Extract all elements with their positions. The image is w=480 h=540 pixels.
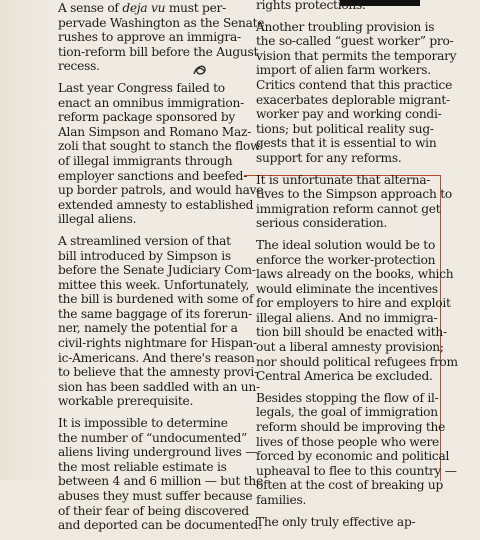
paragraph-3	[58, 233, 260, 409]
text-line: mittee this week. Unfortunately,	[58, 277, 250, 292]
text-line: would eliminate the incentives	[256, 281, 438, 296]
text-line: Last year Congress failed to	[58, 80, 225, 95]
text-line: import of alien farm workers.	[256, 63, 431, 78]
text-line: between 4 and 6 million — but the	[58, 474, 263, 489]
text-line: nor should political refugees from	[256, 354, 458, 369]
text-line: A streamlined version of that	[58, 233, 231, 248]
text-line: the most reliable estimate is	[58, 459, 227, 474]
text-line: legals, the goal of immigration	[256, 405, 438, 420]
text-line: the number of “undocumented”	[58, 430, 248, 445]
text-line: out a liberal amnesty provision;	[256, 340, 444, 355]
text-line: Alan Simpson and Romano Maz-	[58, 124, 252, 139]
text-line: before the Senate Judiciary Com-	[58, 263, 256, 278]
text-line: abuses they must suffer because	[58, 489, 253, 503]
text-line: gests that it is essential to win	[256, 136, 437, 151]
text-line: often at the cost of breaking up	[256, 478, 444, 493]
text-fragment: must per-	[165, 1, 226, 15]
text-line: Central America be excluded.	[256, 369, 433, 384]
italic-word: deja vu	[122, 1, 166, 15]
right-column	[256, 0, 458, 536]
text-line: exacerbates deplorable migrant-	[256, 92, 450, 107]
text-line: sion has been saddled with an un-	[58, 379, 260, 394]
text-line: illegal aliens. And no immigra-	[256, 310, 438, 325]
text-line: extended amnesty to established	[58, 197, 254, 212]
paragraph-1	[58, 1, 265, 74]
text-line: the so-called “guest worker” pro-	[256, 34, 454, 49]
text-line: enforce the worker-protection	[256, 252, 436, 267]
paragraph-2	[58, 80, 264, 227]
text-line: workable prerequisite.	[58, 394, 194, 409]
text-line: worker pay and working condi-	[256, 107, 442, 122]
text-line: recess.	[58, 59, 100, 74]
text-line: vision that permits the temporary	[256, 48, 457, 63]
text-line: forced by economic and political	[256, 449, 450, 464]
paragraph-r4	[256, 237, 458, 384]
text-line: to believe that the amnesty provi-	[58, 365, 258, 380]
paragraph-r6	[256, 515, 446, 530]
text-line: civil-rights nightmare for Hispan-	[58, 336, 257, 351]
text-line: tions; but political reality sug-	[256, 121, 434, 136]
text-line	[58, 1, 233, 16]
text-line: lives of those people who were	[256, 434, 439, 449]
paragraph-r1	[256, 0, 446, 13]
text-line: Besides stopping the flow of il-	[256, 390, 439, 405]
text-line: of illegal immigrants through	[58, 153, 233, 168]
text-line: It is unfortunate that alterna-	[256, 172, 431, 187]
text-line: The only truly effective ap-	[256, 514, 416, 529]
text-line: upheaval to flee to this country —	[256, 463, 457, 478]
paragraph-r2	[256, 19, 457, 166]
text-line: illegal aliens.	[58, 212, 137, 227]
text-line: employer sanctions and beefed-	[58, 168, 248, 183]
text-line: serious consideration.	[256, 216, 388, 231]
paragraph-r3	[256, 172, 452, 231]
text-line: reform should be improving the	[256, 420, 446, 435]
text-line: support for any reforms.	[256, 150, 402, 165]
text-line: and deported can be documented.	[58, 518, 262, 533]
left-column	[58, 1, 265, 540]
paragraph-r5	[256, 390, 457, 508]
text-line: ic-Americans. And there's reason	[58, 350, 255, 365]
text-line: tion-reform bill before the August	[58, 44, 259, 59]
text-line: aliens living underground lives —	[58, 445, 258, 460]
text-line: for employers to hire and exploit	[256, 296, 451, 311]
paragraph-4	[58, 416, 263, 533]
text-fragment: A sense of	[58, 1, 123, 15]
text-line: reform package sponsored by	[58, 110, 236, 125]
text-line: of their fear of being discovered	[58, 503, 249, 518]
text-line: immigration reform cannot get	[256, 201, 441, 216]
text-line: enact an omnibus immigration-	[58, 95, 244, 110]
text-line: rights protections.	[256, 0, 366, 12]
text-line: The ideal solution would be to	[256, 237, 436, 252]
text-line: the same baggage of its forerun-	[58, 306, 252, 321]
text-line: tives to the Simpson approach to	[256, 187, 452, 202]
text-line: ner, namely the potential for a	[58, 321, 238, 336]
text-line: tion bill should be enacted with-	[256, 325, 447, 340]
text-line: families.	[256, 493, 307, 507]
text-line: rushes to approve an immigra-	[58, 30, 241, 45]
text-line: Critics contend that this practice	[256, 77, 453, 92]
text-line: It is impossible to determine	[58, 416, 228, 431]
text-line: zoli that sought to stanch the flow	[58, 139, 261, 154]
text-line: pervade Washington as the Senate	[58, 15, 265, 30]
page-margin	[0, 0, 52, 480]
text-line: bill introduced by Simpson is	[58, 248, 231, 263]
text-line: laws already on the books, which	[256, 267, 454, 282]
text-line: Another troubling provision is	[256, 19, 435, 34]
text-line: the bill is burdened with some of	[58, 292, 254, 307]
text-line: up border patrols, and would have	[58, 183, 264, 198]
